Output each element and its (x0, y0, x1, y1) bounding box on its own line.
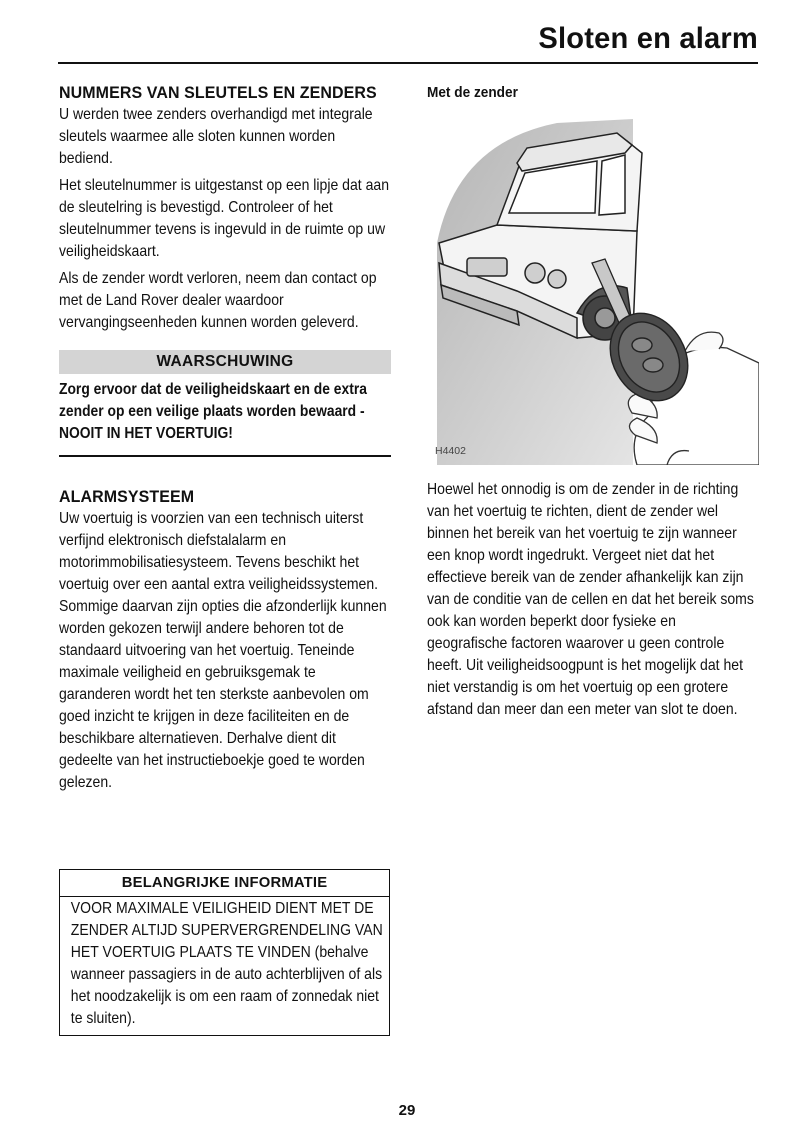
transmitter-paragraph: Hoewel het onnodig is om de zender in de richting van het voertuig te richten, dient de zender wel binnen het bereik van het voertuig te zijn wanneer een knop wordt ingedrukt. Vergeet niet dat het effectieve bereik van de zender afhankelijk kan zijn van de conditie van de cellen en dat het bereik soms ook kan worden beperkt door fysieke en geografische factoren waarover u geen controle heeft. Uit veiligheidsoogpunt is het mogelijk dat het niet verstandig is om het voertuig op een grotere afstand dan meer dan een meter van slot te doen. (427, 481, 754, 718)
keys-paragraph-3: Als de zender wordt verloren, neem dan contact op met de Land Rover dealer waardoor vervangingseenheden kunnen worden geleverd. (59, 270, 377, 331)
important-info-text: VOOR MAXIMALE VEILIGHEID DIENT MET DE ZENDER ALTIJD SUPERVERGRENDELING VAN HET VOERTUIG PLAATS TE VINDEN (behalve wanneer passagiers in de auto achterblijven of als het noodzakelijk is om een raam of zonnedak niet te sluiten). (70, 900, 383, 1027)
alarm-paragraph: Uw voertuig is voorzien van een technisch uiterst verfijnd elektronisch diefstalalarm en motorimmobilisatiesysteem. Tevens beschikt het voertuig over een aantal extra veiligheidssystemen. Sommige daarvan zijn opties die afzonderlijk kunnen worden gekozen terwijl andere behoren tot de standaard uitvoering van het voertuig. Teneinde maximale veiligheid en gebruiksgemak te garanderen wordt het ten sterkste aanbevolen om goed inzicht te krijgen in deze faciliteiten en de beschikbare alternatieven. Derhalve dient dit gedeelte van het instructieboekje goed te worden gelezen. (59, 510, 387, 791)
page-number: 29 (398, 1102, 416, 1119)
section-divider (59, 455, 391, 457)
page-title: Sloten en alarm (538, 22, 758, 55)
title-rule (58, 62, 758, 64)
left-column (59, 82, 391, 794)
alarm-heading: ALARMSYSTEEM (59, 487, 195, 506)
important-info-box (59, 869, 390, 1036)
keys-heading: NUMMERS VAN SLEUTELS EN ZENDERS (59, 83, 377, 102)
keys-paragraph-1: U werden twee zenders overhandigd met integrale sleutels waarmee alle sloten kunnen worden bediend. (59, 106, 373, 167)
right-column-top (427, 82, 759, 104)
right-column-text (427, 479, 759, 721)
car-and-key-fob-image (427, 113, 759, 465)
figure-code: H4402 (435, 445, 466, 457)
warning-label: WAARSCHUWING (59, 350, 391, 374)
vehicle-transmitter-illustration (427, 113, 759, 465)
transmitter-heading: Met de zender (427, 85, 518, 101)
important-info-title: BELANGRIJKE INFORMATIE (60, 870, 389, 897)
keys-paragraph-2: Het sleutelnummer is uitgestanst op een lipje dat aan de sleutelring is bevestigd. Controleer of het sleutelnummer tevens is ingevuld in de ruimte op uw veiligheidskaart. (59, 177, 390, 260)
warning-text: Zorg ervoor dat de veiligheidskaart en de extra zender op een veilige plaats worden bewaard - NOOIT IN HET VOERTUIG! (59, 381, 367, 442)
